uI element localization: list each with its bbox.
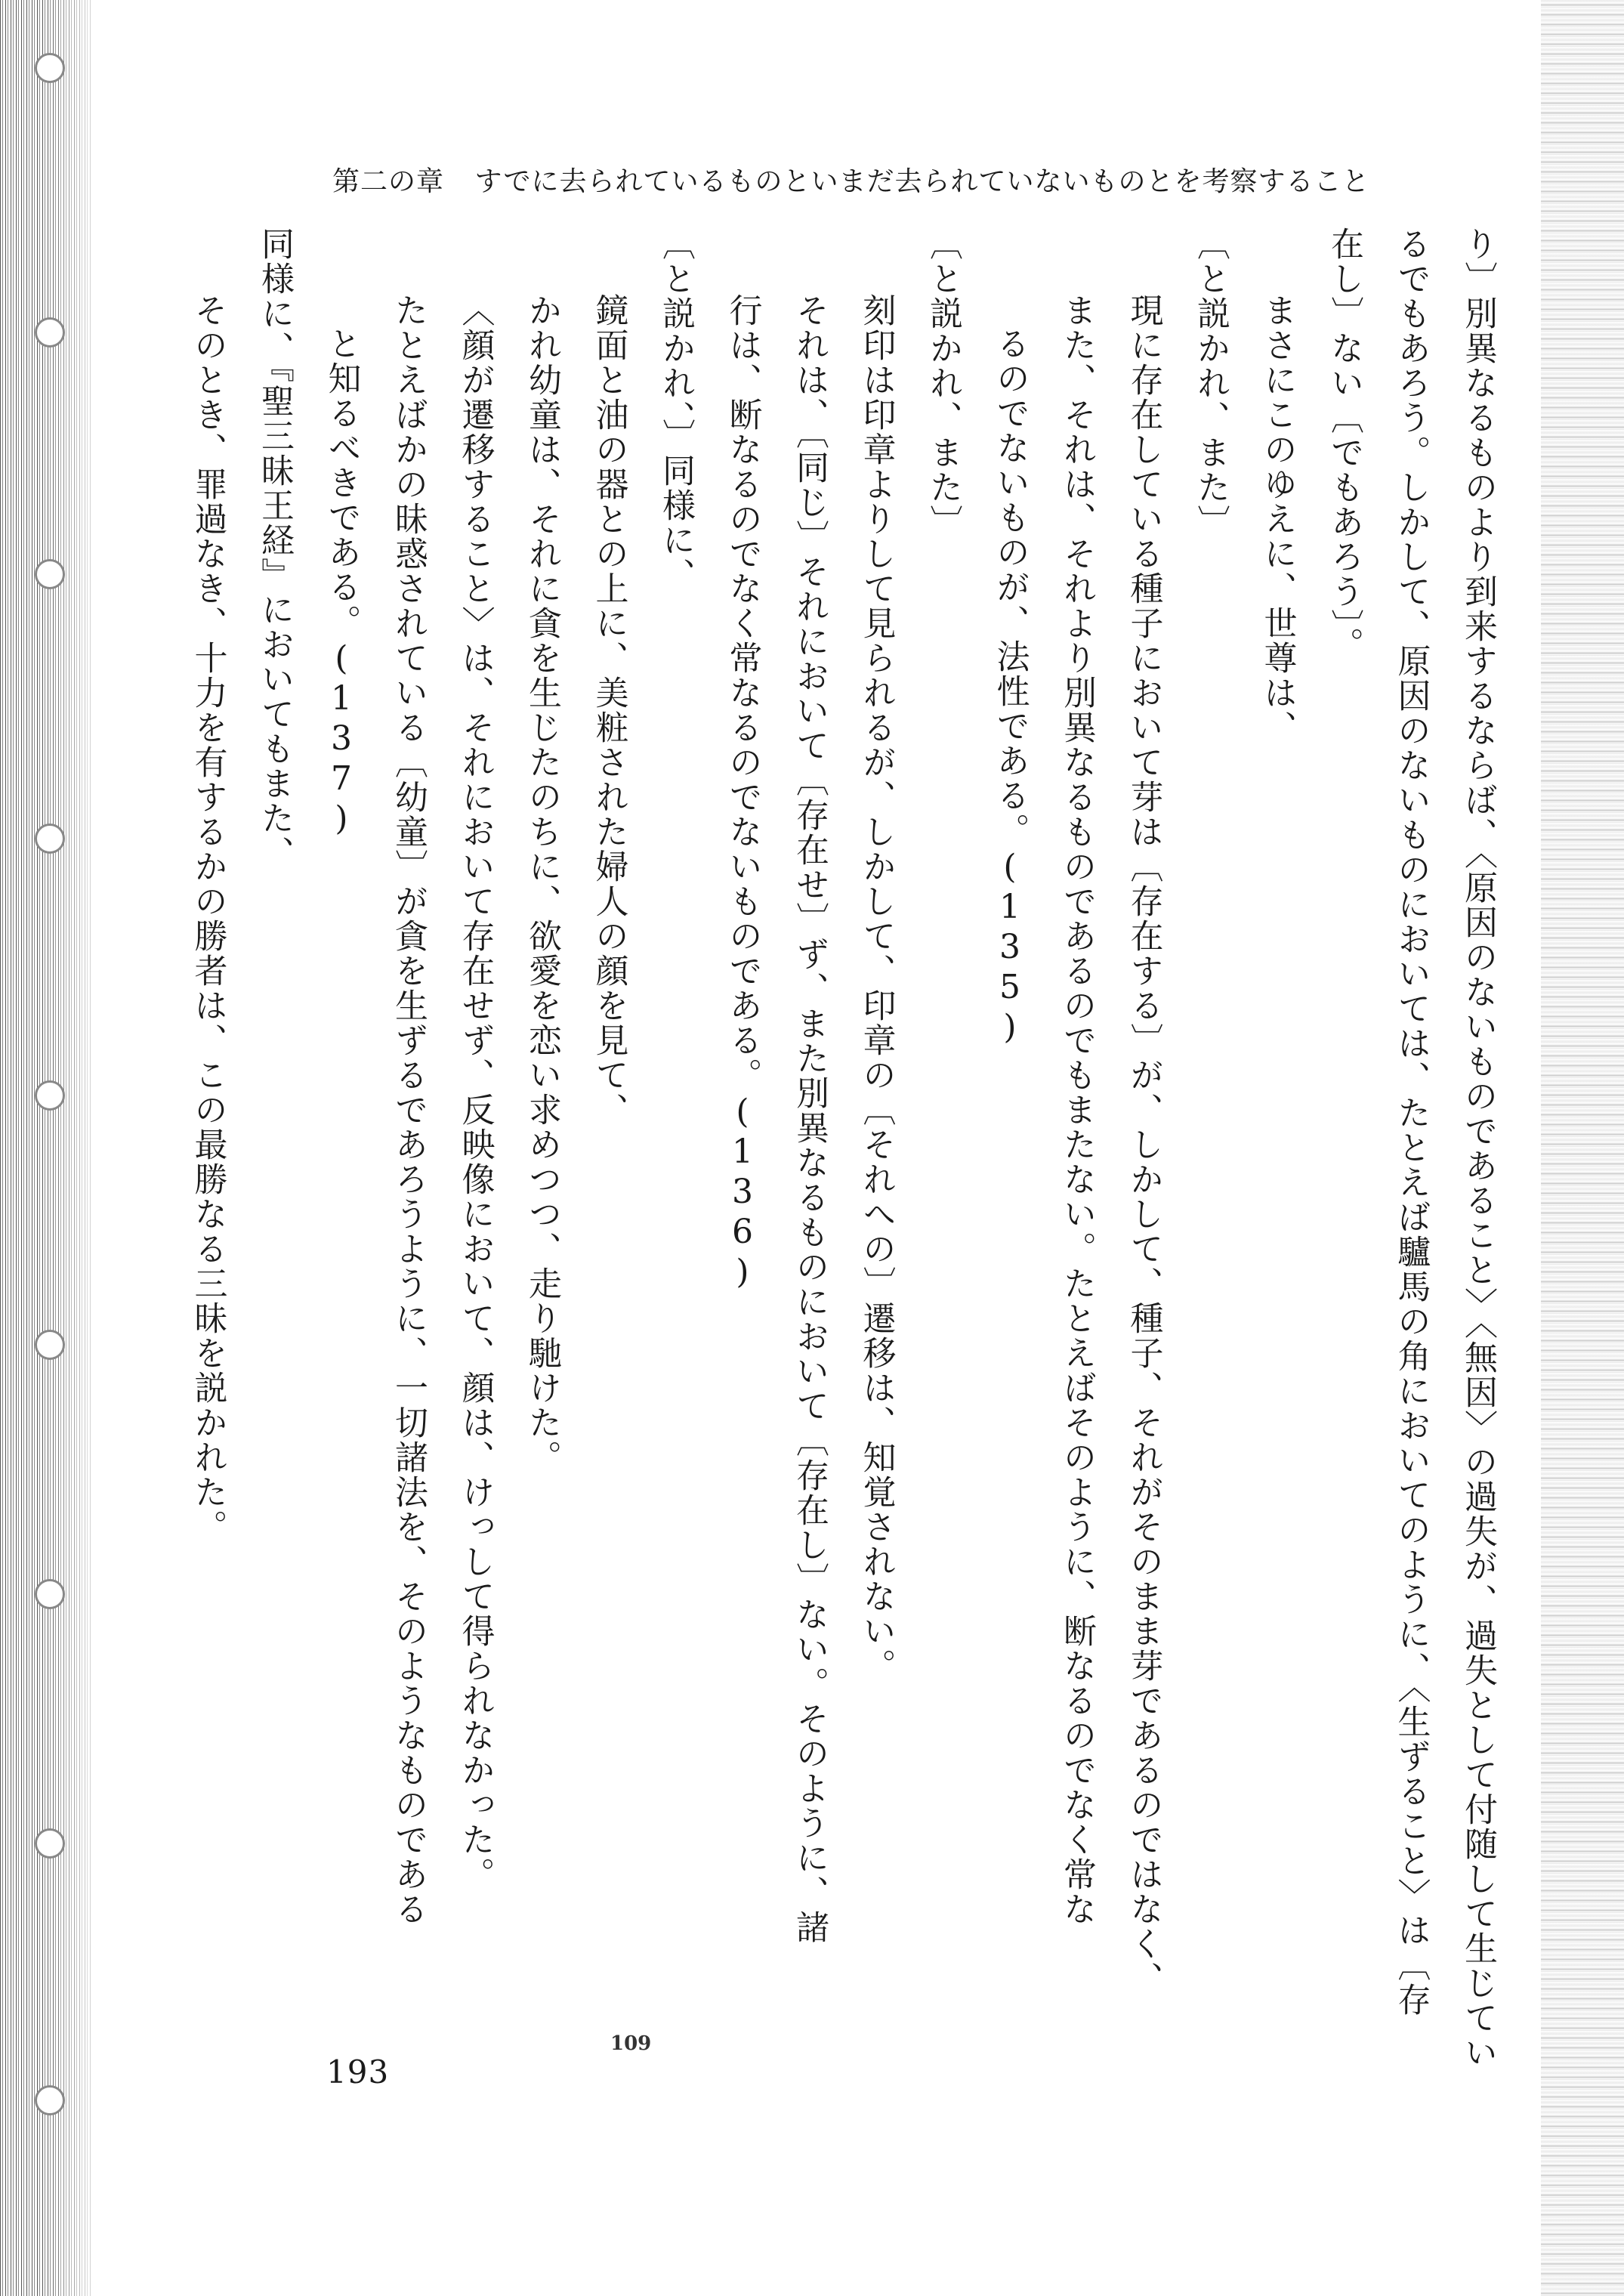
vertical-text-body [188, 227, 1511, 2070]
punch-hole [35, 824, 65, 854]
text-column: 〔と説かれ、また〕 [1191, 227, 1230, 539]
text-column: 〔と説かれ、〕同様に、 [656, 227, 695, 592]
text-column: 行は、断なるのでなく常なるのでないものである。(136) [723, 293, 762, 1293]
text-column: 鏡面と油の器との上に、美粧された婦人の顔を見て、 [589, 293, 628, 1127]
page-number: 193 [326, 2053, 390, 2091]
text-column: また、それは、それより別異なるものであるのでもまたない。たとえばそのように、断なるのでなく常な [1057, 293, 1096, 1927]
punch-hole [35, 53, 65, 83]
text-column: 同様に、『聖三昧王経』においてもまた、 [255, 227, 294, 870]
text-column: たとえばかの昧惑されている〔幼童〕が貪を生ずるであろうように、一切諸法を、そのようなものである [389, 293, 428, 1927]
text-column: それは、〔同じ〕それにおいて〔存在せ〕ず、また別異なるものにおいて〔存在し〕ない。そのように、諸 [790, 293, 829, 1945]
punch-hole [35, 2085, 65, 2115]
chapter-label: 第二の章 [332, 166, 445, 197]
text-column: るでもあろう。しかして、原因のないものにおいては、たとえば驢馬の角においてのように、〈生ずること〉は〔存 [1391, 227, 1431, 2017]
text-column: と知るべきである。(137) [322, 326, 361, 839]
text-column: 在し〕ない〔でもあろう〕。 [1325, 227, 1363, 662]
punch-hole [35, 1579, 65, 1609]
punch-hole [35, 1828, 65, 1859]
text-column: 〈顔が遷移すること〉は、それにおいて存在せず、反映像において、顔は、けっして得られなかった。 [455, 293, 495, 1892]
running-header [332, 160, 1420, 205]
scan-edge-noise [1541, 0, 1624, 2296]
text-column: り〕別異なるものより到来するならば、〈原因のないものであること〉〈無因〉の過失が、過失として付随して生じてい [1459, 227, 1497, 2070]
punch-hole [35, 1080, 65, 1111]
chapter-title: すでに去られているものといまだ去られていないものとを考察すること [474, 166, 1370, 197]
punch-hole [35, 1330, 65, 1360]
punch-hole [35, 559, 65, 589]
text-column: そのとき、罪過なき、十力を有するかの勝者は、この最勝なる三昧を説かれた。 [188, 293, 227, 1544]
text-column: かれ幼童は、それに貪を生じたのちに、欲愛を恋い求めつつ、走り馳けた。 [523, 293, 561, 1475]
text-column: るのでないものが、法性である。(135) [990, 326, 1030, 1048]
text-column: 〔と説かれ、また〕 [924, 227, 962, 539]
text-column: 刻印は印章よりして見られるが、しかして、印章の〔それへの〕遷移は、知覚されない。 [857, 293, 896, 1683]
marker-number: 109 [610, 2032, 652, 2055]
text-column: 現に存在している種子において芽は〔存在する〕が、しかして、種子、それがそのまま芽であるのではなく、 [1124, 293, 1163, 1996]
punch-hole [35, 317, 65, 348]
text-column: まさにこのゆえに、世尊は、 [1258, 293, 1297, 745]
